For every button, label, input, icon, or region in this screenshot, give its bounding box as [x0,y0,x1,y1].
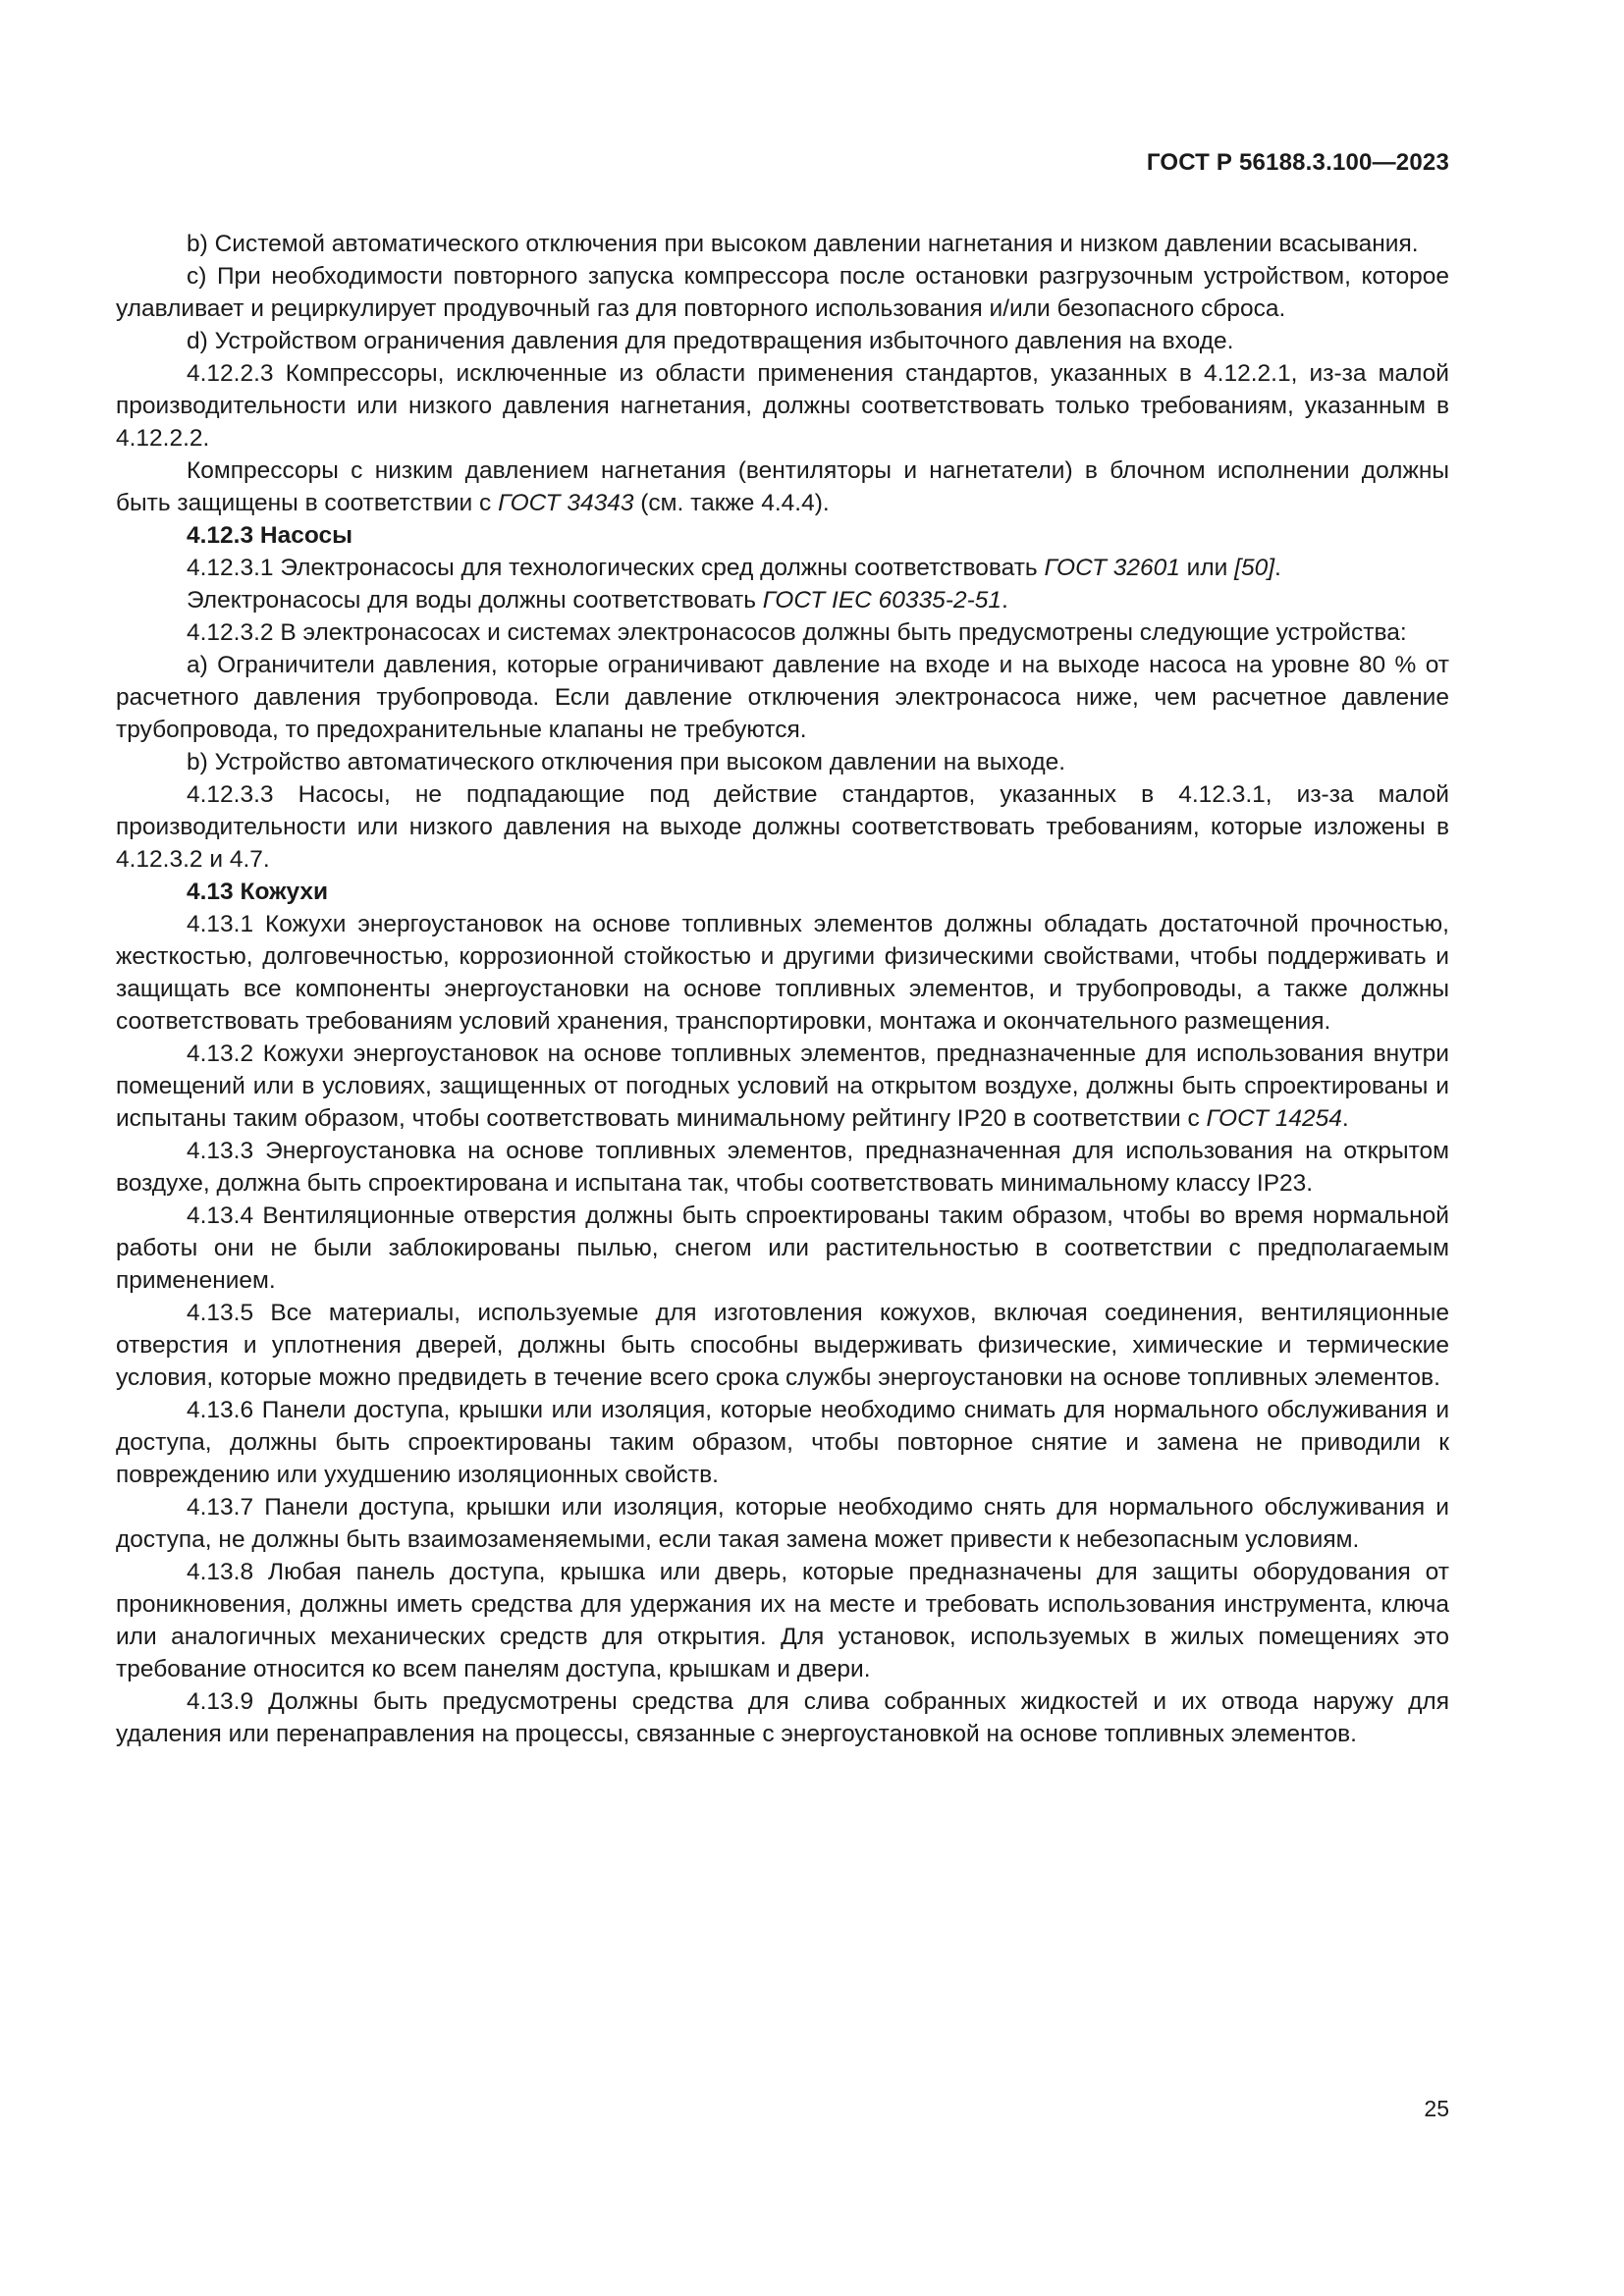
document-code-header: ГОСТ Р 56188.3.100—2023 [1146,149,1449,176]
clause-4-13-9: 4.13.9 Должны быть предусмотрены средства для слива собранных жидкостей и их отвода наружу для удаления или перенаправления на процессы, связанные с энергоустановкой на основе топливных элементов. [116,1688,1449,1747]
clause-4-13-7: 4.13.7 Панели доступа, крышки или изоляция, которые необходимо снять для нормального обслуживания и доступа, не должны быть взаимозаменяемыми, если такая замена может привести к небезопасным условиям. [116,1494,1449,1553]
clause-4-13-1: 4.13.1 Кожухи энергоустановок на основе топливных элементов должны обладать достаточной прочностью, жесткостью, долговечностью, коррозионной стойкостью и другими физическими свойствами, чтобы поддерживать и защищать все компоненты энергоустановки на основе топливных элементов, и трубопроводы, а также должны соответствовать требованиям условий хранения, транспортировки, монтажа и окончательного размещения. [116,911,1449,1035]
clause-4-12-2-3: 4.12.2.3 Компрессоры, исключенные из области применения стандартов, указанных в 4.12.2.1, из-за малой производительности или низкого давления нагнетания, должны соответствовать только требованиям, указанным в 4.12.2.2. [116,360,1449,452]
clause-4-12-3-2: 4.12.3.2 В электронасосах и системах электронасосов должны быть предусмотрены следующие устройства: [187,619,1407,646]
paragraph-water-pumps: Электронасосы для воды должны соответствовать ГОСТ IEC 60335-2-51. [187,587,1008,614]
clause-4-13-6: 4.13.6 Панели доступа, крышки или изоляция, которые необходимо снимать для нормального обслуживания и доступа, должны быть спроектированы таким образом, чтобы повторное снятие и замена не приводили к повреждению или ухудшению изоляционных свойств. [116,1397,1449,1488]
list-item-c: c) При необходимости повторного запуска компрессора после остановки разгрузочным устройством, которое улавливает и рециркулирует продувочный газ для повторного использования и/или безопасного сброса. [116,263,1449,322]
bibliography-reference: [50] [1234,555,1275,581]
standard-reference: ГОСТ IEC 60335-2-51 [762,587,1001,614]
section-heading-casings: 4.13 Кожухи [187,879,329,905]
clause-4-12-3-1: 4.12.3.1 Электронасосы для технологических сред должны соответствовать ГОСТ 32601 или [50]. [187,555,1281,581]
clause-4-13-8: 4.13.8 Любая панель доступа, крышка или дверь, которые предназначены для защиты оборудования от проникновения, должны иметь средства для удержания их на месте и требовать использования инструмента, ключа или аналогичных механических средств для открытия. Для установок, используемых в жилых помещениях это требование относится ко всем панелям доступа, крышкам и двери. [116,1559,1449,1682]
standard-reference: ГОСТ 32601 [1044,555,1180,581]
clause-4-13-5: 4.13.5 Все материалы, используемые для изготовления кожухов, включая соединения, вентиляционные отверстия и уплотнения дверей, должны быть способны выдерживать физические, химические и термические условия, которые можно предвидеть в течение всего срока службы энергоустановки на основе топливных элементов. [116,1300,1449,1391]
standard-reference: ГОСТ 14254 [1206,1105,1342,1132]
section-heading-pumps: 4.12.3 Насосы [187,522,353,549]
paragraph-low-pressure-compressors: Компрессоры с низким давлением нагнетания (вентиляторы и нагнетатели) в блочном исполнении должны быть защищены в соответствии с ГОСТ 34343 (см. также 4.4.4). [116,457,1449,516]
standard-reference: ГОСТ 34343 [498,490,634,516]
document-body [116,228,1449,1750]
clause-4-13-3: 4.13.3 Энергоустановка на основе топливных элементов, предназначенная для использования на открытом воздухе, должна быть спроектирована и испытана так, чтобы соответствовать минимальному классу IP23. [116,1138,1449,1197]
list-item-b: b) Системой автоматического отключения при высоком давлении нагнетания и низком давлении всасывания. [187,231,1419,257]
list-item-b: b) Устройство автоматического отключения при высоком давлении на выходе. [187,749,1066,775]
page-number: 25 [1424,2096,1449,2121]
list-item-a: a) Ограничители давления, которые ограничивают давление на входе и на выходе насоса на уровне 80 % от расчетного давления трубопровода. Если давление отключения электронасоса ниже, чем расчетное давление трубопровода, то предохранительные клапаны не требуются. [116,652,1449,743]
clause-4-12-3-3: 4.12.3.3 Насосы, не подпадающие под действие стандартов, указанных в 4.12.3.1, из-за малой производительности или низкого давления на выходе должны соответствовать требованиям, которые изложены в 4.12.3.2 и 4.7. [116,781,1449,873]
clause-4-13-2: 4.13.2 Кожухи энергоустановок на основе топливных элементов, предназначенные для использования внутри помещений или в условиях, защищенных от погодных условий на открытом воздухе, должны быть спроектированы и испытаны таким образом, чтобы соответствовать минимальному рейтингу IP20 в соответствии с ГОСТ 14254. [116,1041,1449,1132]
list-item-d: d) Устройством ограничения давления для предотвращения избыточного давления на входе. [187,328,1234,354]
clause-4-13-4: 4.13.4 Вентиляционные отверстия должны быть спроектированы таким образом, чтобы во время нормальной работы они не были заблокированы пылью, снегом или растительностью в соответствии с предполагаемым применением. [116,1202,1449,1294]
